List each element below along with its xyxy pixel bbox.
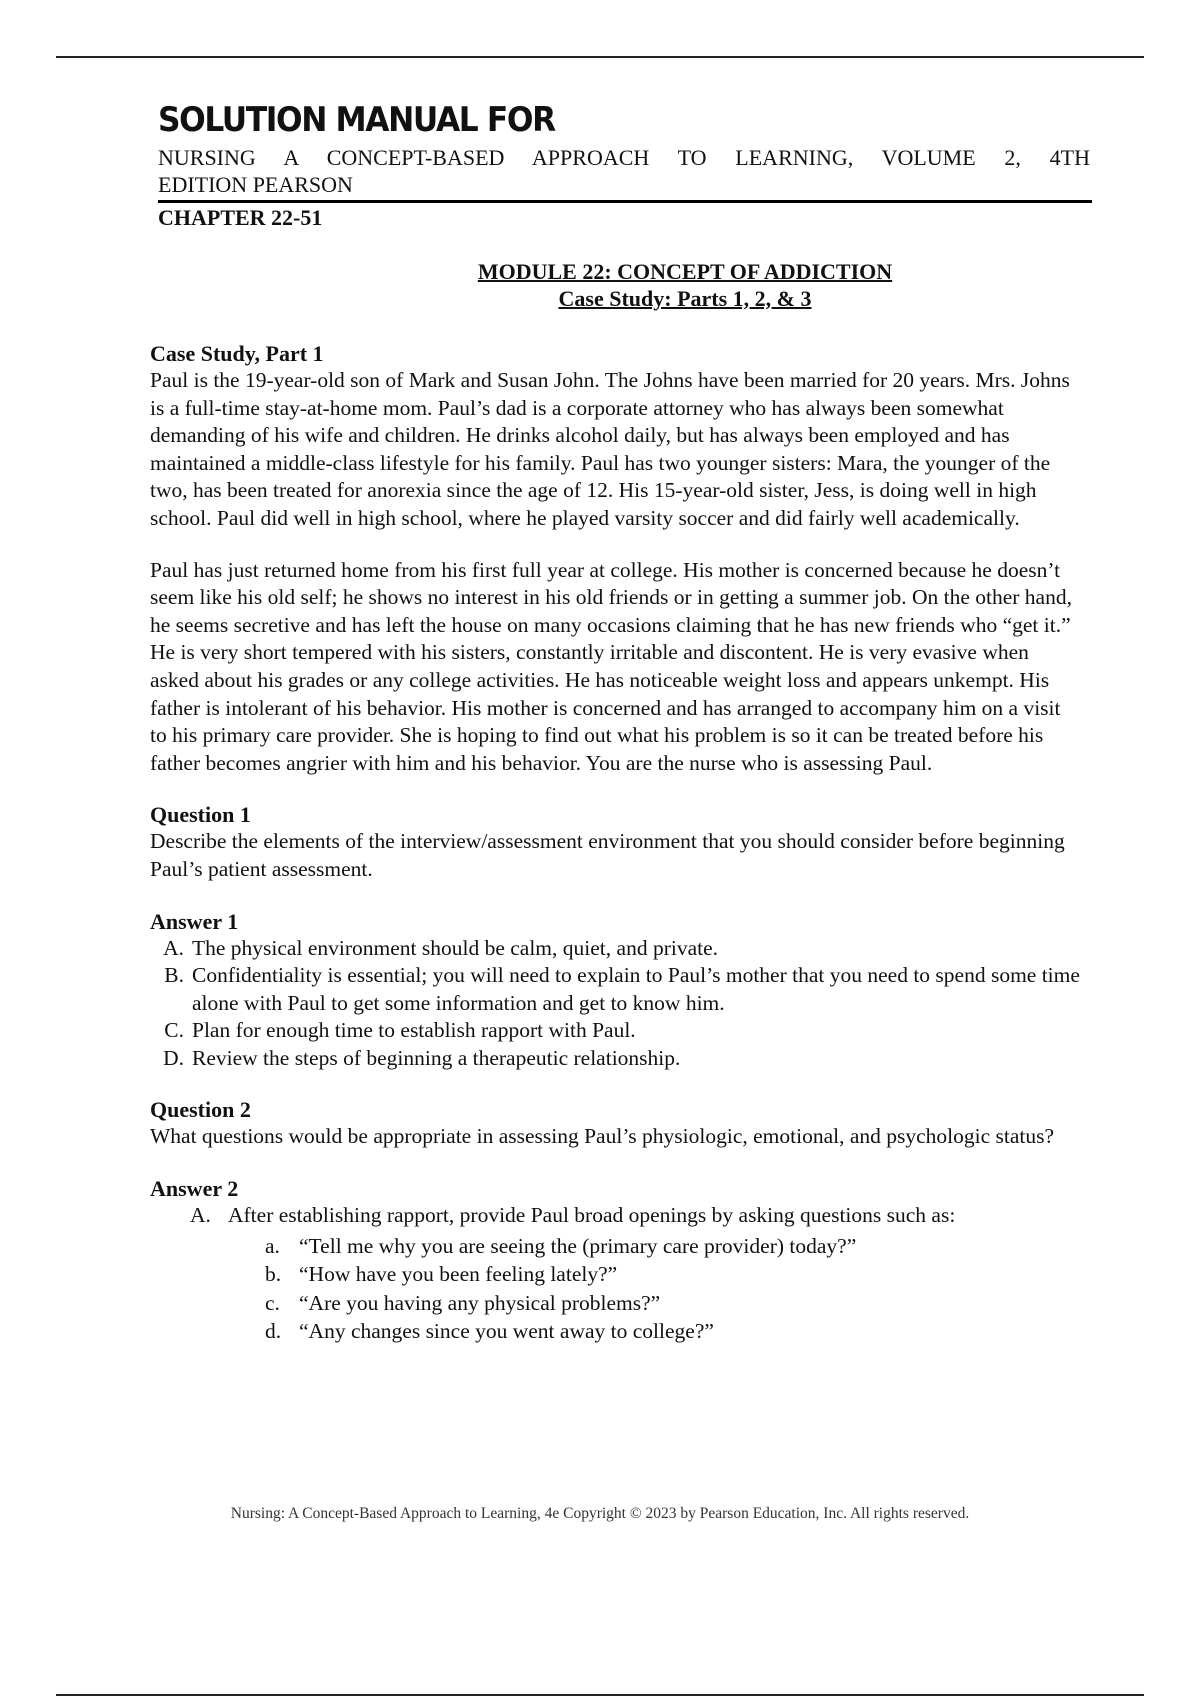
list-item-letter: B. [164,963,184,988]
list-item-text: Plan for enough time to establish rapport with Paul. [192,1018,636,1043]
copyright-footer: Nursing: A Concept-Based Approach to Learning, 4e Copyright © 2023 by Pearson Education, Inc. All rights reserved. [230,1505,970,1522]
document-title: SOLUTION MANUAL FOR [158,100,555,140]
document-subtitle: NURSING A CONCEPT-BASED APPROACH TO LEARNING, VOLUME 2, 4TH [158,145,1090,170]
case-study-heading: Case Study, Part 1 [150,341,324,366]
sub-list-item-text: “Tell me why you are seeing the (primary care provider) today?” [299,1233,857,1258]
list-item-letter: C. [164,1018,184,1043]
sub-list-item-text: “Any changes since you went away to college?” [299,1319,714,1344]
sub-list-item-letter: d. [265,1319,282,1344]
module-heading [150,258,1200,312]
list-item-letter: A. [163,935,184,960]
sub-list-item [150,1289,1080,1318]
sub-list-item-text: “How have you been feeling lately?” [299,1262,618,1287]
answer-2-sub-list [150,1232,1080,1346]
document-body [150,340,1080,1346]
list-item-text: After establishing rapport, provide Paul broad openings by asking questions such as: [228,1203,956,1228]
answer-1-heading: Answer 1 [150,908,239,934]
sub-list-item [150,1232,1080,1261]
question-1-text: Describe the elements of the interview/assessment environment that you should consider before beginning Paul’s patient assessment. [150,829,1065,881]
sub-list-item-text: “Are you having any physical problems?” [299,1290,661,1315]
answer-2-heading: Answer 2 [150,1176,239,1202]
list-item-text: The physical environment should be calm, quiet, and private. [192,935,719,960]
answer-1-list [150,935,1080,1073]
list-item [150,1045,1080,1073]
list-item [150,935,1080,963]
bottom-rule [56,1694,1144,1696]
chapter-label: CHAPTER 22-51 [158,205,323,230]
sub-list-item-letter: a. [265,1233,280,1258]
list-item-letter: A. [190,1203,211,1228]
list-item-text: Review the steps of beginning a therapeutic relationship. [192,1045,681,1070]
module-subtitle: Case Study: Parts 1, 2, & 3 [558,286,812,311]
sub-list-item [150,1317,1080,1346]
sub-list-item-letter: c. [265,1290,280,1315]
list-item-text: Confidentiality is essential; you will need to explain to Paul’s mother that you need to spend some time alone with Paul to get some information and get to know him. [192,963,1080,1015]
sub-list-item-letter: b. [265,1262,282,1287]
list-item-letter: D. [163,1045,184,1070]
top-rule [56,56,1144,58]
question-2-heading: Question 2 [150,1097,251,1123]
list-item [150,1202,1080,1230]
list-item [150,962,1080,1017]
sub-list-item [150,1260,1080,1289]
document-header [158,100,1090,233]
question-2-text: What questions would be appropriate in assessing Paul’s physiologic, emotional, and psychologic status? [150,1124,1055,1149]
module-title: MODULE 22: CONCEPT OF ADDICTION [477,259,893,284]
case-study-paragraph-2: Paul has just returned home from his first full year at college. His mother is concerned because he doesn’t seem like his old self; he shows no interest in his old friends or in getting a summer job. On the other hand, he seems secretive and has left the house on many occasions claiming that he has new friends who “get it.” He is very short tempered with his sisters, constantly irritable and discontent. He is very evasive when asked about his grades or any college activities. He has noticeable weight loss and appears unkempt. His father is intolerant of his behavior. His mother is concerned and has arranged to accompany him on a visit to his primary care provider. She is hoping to find out what his problem is so it can be treated before his father becomes angrier with him and his behavior. You are the nurse who is assessing Paul. [150,557,1072,775]
case-study-paragraph-1: Paul is the 19-year-old son of Mark and Susan John. The Johns have been married for 20 years. Mrs. Johns is a full-time stay-at-home mom. Paul’s dad is a corporate attorney who has always been somewhat demanding of his wife and children. He drinks alcohol daily, but has always been employed and has maintained a middle-class lifestyle for his family. Paul has two younger sisters: Mara, the younger of the two, has been treated for anorexia since the age of 12. His 15-year-old sister, Jess, is doing well in high school. Paul did well in high school, where he played varsity soccer and did fairly well academically. [150,368,1070,530]
list-item [150,1017,1080,1045]
document-subtitle-continued: EDITION PEARSON [158,172,353,197]
answer-2-list [150,1202,1080,1230]
question-1-heading: Question 1 [150,802,251,828]
